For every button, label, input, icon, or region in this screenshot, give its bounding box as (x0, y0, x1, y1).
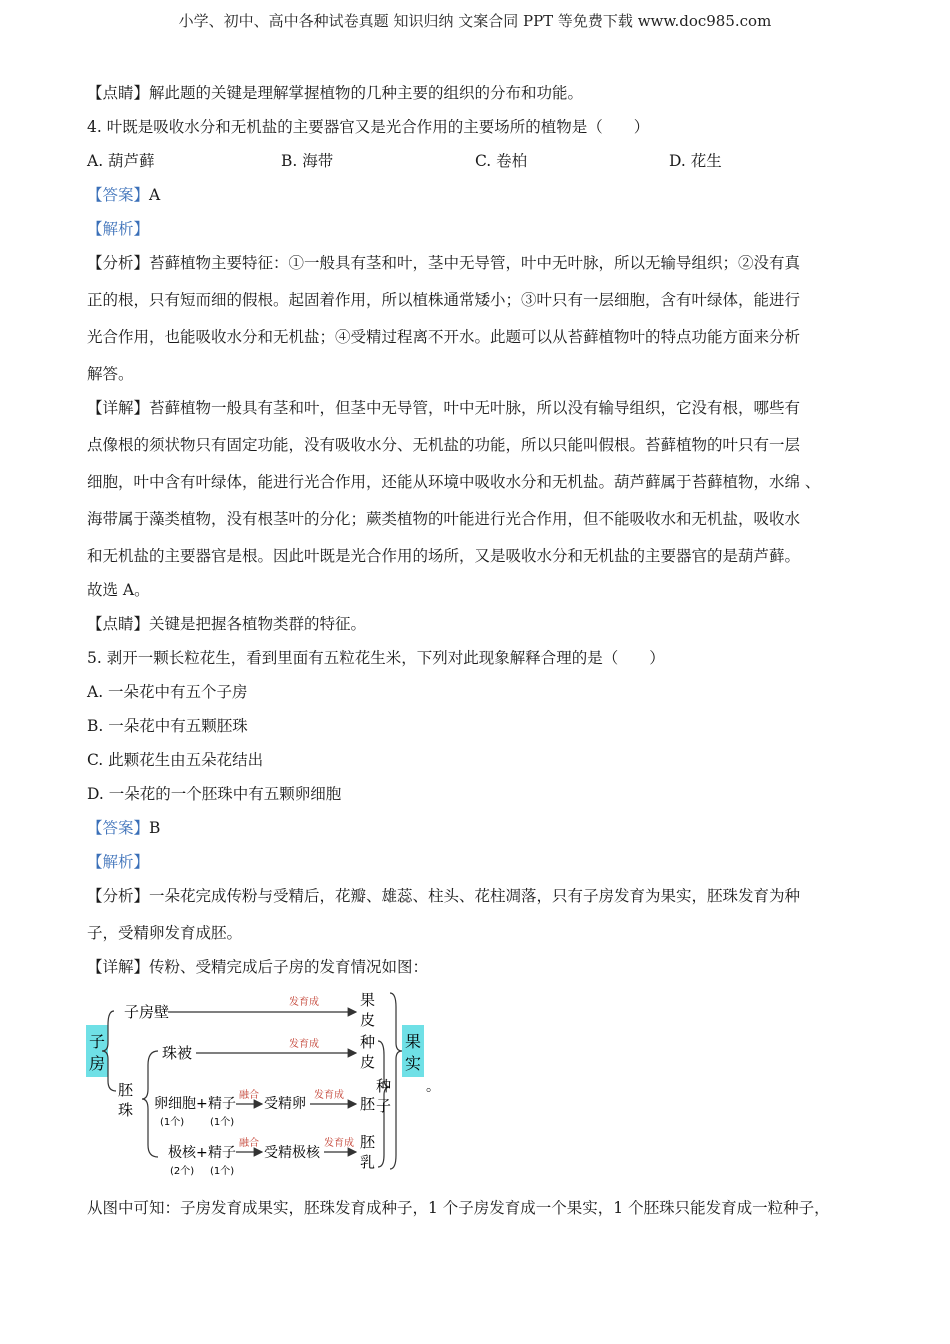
plus-1: + (196, 1096, 208, 1112)
jingzi-label-1: 精子 (208, 1096, 236, 1112)
guopi-label-1: 果 (360, 991, 376, 1009)
plus-2: + (196, 1145, 208, 1161)
q5-option-a: A. 一朵花中有五个子房 (87, 683, 248, 701)
q4-option-b: B. 海带 (281, 152, 334, 170)
guopi-label-2: 皮 (360, 1011, 376, 1029)
q4-detail-5: 和无机盐的主要器官是根。因此叶既是光合作用的场所，又是吸收水分和无机盐的主要器官的是葫芦藓。 (87, 547, 801, 565)
q4-option-d: D. 花生 (669, 152, 722, 170)
answer-tag: 【答案】 (87, 819, 150, 837)
q4-analysis-3: 光合作用，也能吸收水分和无机盐；④受精过程离不开水。此题可以从苔藓植物叶的特点功能方面来分析 (87, 328, 801, 346)
shoujingluan-label: 受精卵 (264, 1096, 306, 1112)
q5-conclusion: 从图中可知：子房发育成果实，胚珠发育成种子，1 个子房发育成一个果实，1 个胚珠只能发育成一粒种子， (87, 1199, 830, 1217)
q4-jiexi-tag: 【解析】 (87, 220, 150, 238)
q4-option-a: A. 葫芦藓 (87, 152, 155, 170)
arrow-label-ronghe-1: 融合 (239, 1090, 259, 1101)
arrow-label-fayucheng-3: 发育成 (314, 1090, 344, 1101)
peiru-label-2: 乳 (360, 1153, 376, 1171)
pei-label: 胚 (360, 1095, 376, 1113)
shoujingjihe-label: 受精极核 (264, 1145, 320, 1161)
q5-analysis-2: 子，受精卵发育成胚。 (87, 924, 243, 942)
q4-option-c: C. 卷柏 (475, 152, 528, 170)
arrow-label-fayucheng-4: 发育成 (324, 1138, 354, 1149)
arrow-label-fayucheng-1: 发育成 (289, 997, 319, 1008)
dianjing-note: 【点睛】解此题的关键是理解掌握植物的几种主要的组织的分布和功能。 (87, 84, 584, 102)
q4-dianjing: 【点睛】关键是把握各植物类群的特征。 (87, 615, 367, 633)
q5-option-c: C. 此颗花生由五朵花结出 (87, 751, 264, 769)
peiru-label-1: 胚 (360, 1133, 376, 1151)
arrow-label-fayucheng-2: 发育成 (289, 1039, 319, 1050)
q4-detail-1: 【详解】苔藓植物一般具有茎和叶，但茎中无导管，叶中无叶脉，所以没有输导组织，它没有根，哪些有 (87, 399, 801, 417)
zhongpi-label-2: 皮 (360, 1053, 376, 1071)
zifang-label-1: 子 (88, 1032, 106, 1051)
count-luanxibao: (1个) (160, 1117, 185, 1128)
zifang-label-2: 房 (88, 1054, 106, 1073)
jingzi-label-2: 精子 (208, 1145, 236, 1161)
q4-analysis-1: 【分析】苔藓植物主要特征：①一般具有茎和叶，茎中无导管，叶中无叶脉，所以无输导组织；②没有真 (87, 254, 801, 272)
jihe-label: 极核 (168, 1145, 196, 1161)
answer-value: A (149, 186, 161, 204)
answer-value: B (149, 819, 161, 837)
guoshi-label-1: 果 (404, 1032, 422, 1051)
q4-detail-3: 细胞，叶中含有叶绿体，能进行光合作用，还能从环境中吸收水分和无机盐。葫芦藓属于苔藓植物，水绵 、 (87, 473, 821, 491)
luanxibao-label: 卵细胞 (154, 1096, 196, 1112)
q4-analysis-2: 正的根，只有短而细的假根。起固着作用，所以植株通常矮小；③叶只有一层细胞，含有叶绿体，能进行 (87, 291, 801, 309)
q4-detail-4: 海带属于藻类植物，没有根茎叶的分化；蕨类植物的叶能进行光合作用，但不能吸收水和无机盐，吸收水 (87, 510, 801, 528)
arrow-label-ronghe-2: 融合 (239, 1138, 259, 1149)
zhongpi-label-1: 种 (360, 1033, 376, 1051)
peizhu-label-1: 胚 (118, 1081, 134, 1099)
q4-detail-2: 点像根的须状物只有固定功能，没有吸收水分、无机盐的功能，所以只能叫假根。苔藓植物的叶只有一层 (87, 436, 801, 454)
answer-tag: 【答案】 (87, 186, 150, 204)
q4-answer-line (87, 185, 160, 205)
zhubei-label: 珠被 (162, 1044, 193, 1062)
zifangbi-label: 子房壁 (124, 1003, 170, 1021)
q5-answer-line (87, 818, 160, 838)
guoshi-label-2: 实 (404, 1054, 422, 1073)
count-jingzi-1: (1个) (210, 1117, 235, 1128)
ovary-development-diagram (84, 985, 444, 1177)
zhongzi-label-1: 种 (376, 1077, 392, 1095)
q5-analysis-1: 【分析】一朵花完成传粉与受精后，花瓣、雄蕊、柱头、花柱凋落，只有子房发育为果实，胚珠发育为种 (87, 887, 801, 905)
page-header: 小学、初中、高中各种试卷真题 知识归纳 文案合同 PPT 等免费下载 www.doc985.com (178, 12, 772, 30)
diagram-period: 。 (426, 1079, 440, 1095)
zhongzi-label-2: 子 (376, 1097, 392, 1115)
count-jihe: (2个) (170, 1166, 195, 1177)
q5-option-b: B. 一朵花中有五颗胚珠 (87, 717, 248, 735)
q5-jiexi-tag: 【解析】 (87, 853, 150, 871)
peizhu-label-2: 珠 (118, 1101, 134, 1119)
q5-detail-1: 【详解】传粉、受精完成后子房的发育情况如图： (87, 958, 429, 976)
q5-option-d: D. 一朵花的一个胚珠中有五颗卵细胞 (87, 785, 342, 803)
q4-detail-6: 故选 A。 (87, 581, 150, 599)
q4-analysis-4: 解答。 (87, 365, 134, 383)
question-4: 4. 叶既是吸收水分和无机盐的主要器官又是光合作用的主要场所的植物是（ ） (87, 118, 650, 136)
count-jingzi-2: (1个) (210, 1166, 235, 1177)
question-5: 5. 剥开一颗长粒花生，看到里面有五粒花生米，下列对此现象解释合理的是（ ） (87, 649, 665, 667)
